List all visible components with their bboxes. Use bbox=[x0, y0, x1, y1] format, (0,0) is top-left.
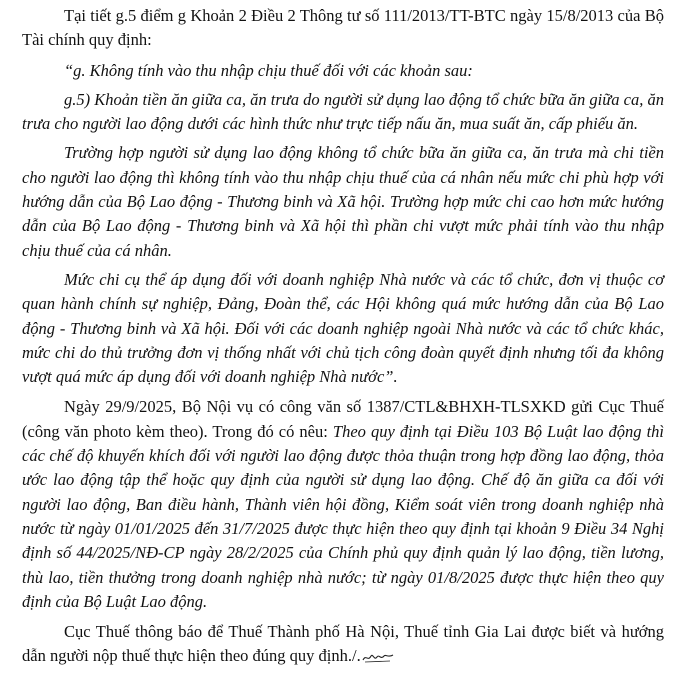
ministry-letter-quote: Theo quy định tại Điều 103 Bộ Luật lao động thì các chế độ khuyến khích đối với người lao động được thỏa thuận trong hợp đồng lao động, thỏa ước lao động tập thể hoặc quy định của người sử dụng lao động. Chế độ ăn giữa ca đối với người lao động, Ban điều hành, Thành viên hội đồng, Kiểm soát viên trong doanh nghiệp nhà nước từ ngày 01/01/2025 đến 31/7/2025 được thực hiện theo quy định tại khoản 9 Điều 34 Nghị định số 44/2025/NĐ-CP ngày 28/2/2025 của Chính phủ quy định quản lý lao động, tiền lương, thù lao, tiền thưởng trong doanh nghiệp nhà nước; từ ngày 01/8/2025 được thực hiện theo quy định của Bộ Luật Lao động. bbox=[22, 421, 664, 611]
conclusion-text: Cục Thuế thông báo để Thuế Thành phố Hà Nội, Thuế tỉnh Gia Lai được biết và hướng dẫn người nộp thuế thực hiện theo đúng quy định./. bbox=[22, 622, 664, 666]
paragraph-quote-heading: “g. Không tính vào thu nhập chịu thuế đối với các khoản sau: bbox=[64, 60, 473, 80]
paragraph-ministry-letter bbox=[22, 395, 664, 614]
paragraph-quote-spending-level: Mức chi cụ thể áp dụng đối với doanh nghiệp Nhà nước và các tổ chức, đơn vị thuộc cơ quan hành chính sự nghiệp, Đảng, Đoàn thể, các Hội không quá mức hướng dẫn của Bộ Lao động - Thương binh và Xã hội. Đối với các doanh nghiệp ngoài Nhà nước và các tổ chức khác, mức chi do thủ trưởng đơn vị thống nhất với chủ tịch công đoàn quyết định nhưng tối đa không vượt quá mức áp dụng đối với doanh nghiệp Nhà nước”. bbox=[22, 269, 664, 387]
paragraph-quote-cash-allowance: Trường hợp người sử dụng lao động không tổ chức bữa ăn giữa ca, ăn trưa mà chi tiền cho người lao động thì không tính vào thu nhập chịu thuế của cá nhân nếu mức chi phù hợp với hướng dẫn của Bộ Lao động - Thương binh và Xã hội. Trường hợp mức chi cao hơn mức hướng dẫn của Bộ Lao động - Thương binh và Xã hội thì phần chi vượt mức phải tính vào thu nhập chịu thuế của cá nhân. bbox=[22, 143, 664, 260]
handwritten-initials-icon bbox=[362, 650, 394, 664]
paragraph-legal-basis: Tại tiết g.5 điểm g Khoản 2 Điều 2 Thông tư số 111/2013/TT-BTC ngày 15/8/2013 của Bộ Tài chính quy định: bbox=[22, 6, 664, 50]
ministry-letter-intro: Ngày 29/9/2025, Bộ Nội vụ có công văn số 1387/CTL&BHXH-TLSXKD gửi Cục Thuế (công văn photo kèm theo). Trong đó có nêu: bbox=[22, 397, 664, 441]
paragraph-quote-g5: g.5) Khoản tiền ăn giữa ca, ăn trưa do người sử dụng lao động tổ chức bữa ăn giữa ca, ăn trưa cho người lao động dưới các hình thức như trực tiếp nấu ăn, mua suất ăn, cấp phiếu ăn. bbox=[22, 89, 664, 134]
paragraph-conclusion bbox=[22, 620, 664, 669]
